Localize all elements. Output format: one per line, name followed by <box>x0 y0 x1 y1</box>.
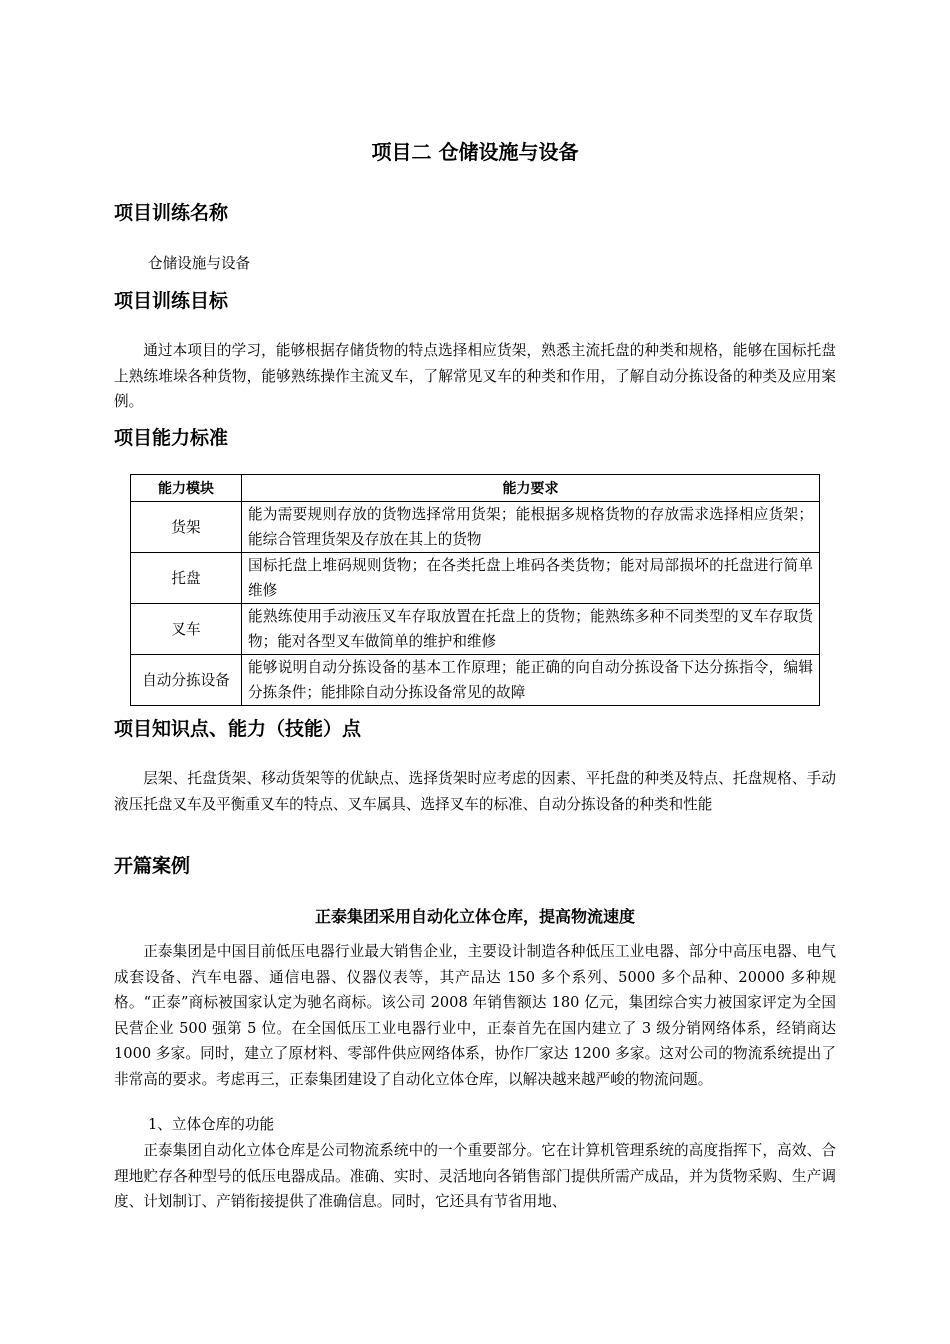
ability-table <box>130 474 820 706</box>
table-header-module: 能力模块 <box>131 475 242 502</box>
heading-training-goal: 项目训练目标 <box>114 290 229 312</box>
table-row <box>131 502 820 553</box>
training-name-text: 仓储设施与设备 <box>148 255 251 272</box>
heading-ability-standard: 项目能力标准 <box>114 427 229 449</box>
table-cell-module: 自动分拣设备 <box>131 655 242 706</box>
case-paragraph-2: 正泰集团自动化立体仓库是公司物流系统中的一个重要部分。它在计算机管理系统的高度指挥下，高效、合理地贮存各种型号的低压电器成品。准确、实时、灵活地向各销售部门提供所需产成品，并为货物采购、生产调度、计划制订、产销衔接提供了准确信息。同时，它还具有节省用地、 <box>114 1142 836 1210</box>
table-cell-requirement: 能为需要规则存放的货物选择常用货架；能根据多规格货物的存放需求选择相应货架；能综合管理货架及存放在其上的货物 <box>242 502 820 553</box>
table-header-requirement: 能力要求 <box>242 475 820 502</box>
table-cell-requirement: 国标托盘上堆码规则货物；在各类托盘上堆码各类货物；能对局部损坏的托盘进行简单维修 <box>242 553 820 604</box>
knowledge-points-text: 层架、托盘货架、移动货架等的优缺点、选择货架时应考虑的因素、平托盘的种类及特点、托盘规格、手动液压托盘叉车及平衡重叉车的特点、叉车属具、选择叉车的标准、自动分拣设备的种类和性能 <box>114 770 836 813</box>
table-row <box>131 655 820 706</box>
training-goal-text: 通过本项目的学习，能够根据存储货物的特点选择相应货架，熟悉主流托盘的种类和规格，能够在国标托盘上熟练堆垛各种货物，能够熟练操作主流叉车，了解常见叉车的种类和作用，了解自动分拣设备的种类及应用案例。 <box>114 342 836 410</box>
table-cell-module: 叉车 <box>131 604 242 655</box>
table-header-row <box>131 475 820 502</box>
case-subheading-1: 1、立体仓库的功能 <box>148 1116 275 1133</box>
case-title: 正泰集团采用自动化立体仓库，提高物流速度 <box>314 907 635 926</box>
case-paragraph-1: 正泰集团是中国目前低压电器行业最大销售企业，主要设计制造各种低压工业电器、部分中高压电器、电气成套设备、汽车电器、通信电器、仪器仪表等，其产品达 150 多个系列、5000 多个品种、20000 多种规格。“正泰”商标被国家认定为驰名商标。该公司 2008 年销售额达 180 亿元，集团综合实力被国家评定为全国民营企业 500 强第 5 位。在全国低压工业电器行业中，正泰首先在国内建立了 3 级分销网络体系，经销商达 1000 多家。同时，建立了原材料、零部件供应网络体系，协作厂家达 1200 多家。这对公司的物流系统提出了非常高的要求。考虑再三，正泰集团建设了自动化立体仓库，以解决越来越严峻的物流问题。 <box>114 943 836 1088</box>
table-cell-requirement: 能够说明自动分拣设备的基本工作原理；能正确的向自动分拣设备下达分拣指令，编辑分拣条件；能排除自动分拣设备常见的故障 <box>242 655 820 706</box>
heading-training-name: 项目训练名称 <box>114 202 229 224</box>
table-cell-module: 货架 <box>131 502 242 553</box>
table-row <box>131 553 820 604</box>
table-cell-requirement: 能熟练使用手动液压叉车存取放置在托盘上的货物；能熟练多种不同类型的叉车存取货物；能对各型叉车做简单的维护和维修 <box>242 604 820 655</box>
heading-knowledge-points: 项目知识点、能力（技能）点 <box>114 718 362 740</box>
heading-opening-case: 开篇案例 <box>114 855 191 877</box>
page-title: 项目二 仓储设施与设备 <box>371 140 579 164</box>
table-cell-module: 托盘 <box>131 553 242 604</box>
table-row <box>131 604 820 655</box>
